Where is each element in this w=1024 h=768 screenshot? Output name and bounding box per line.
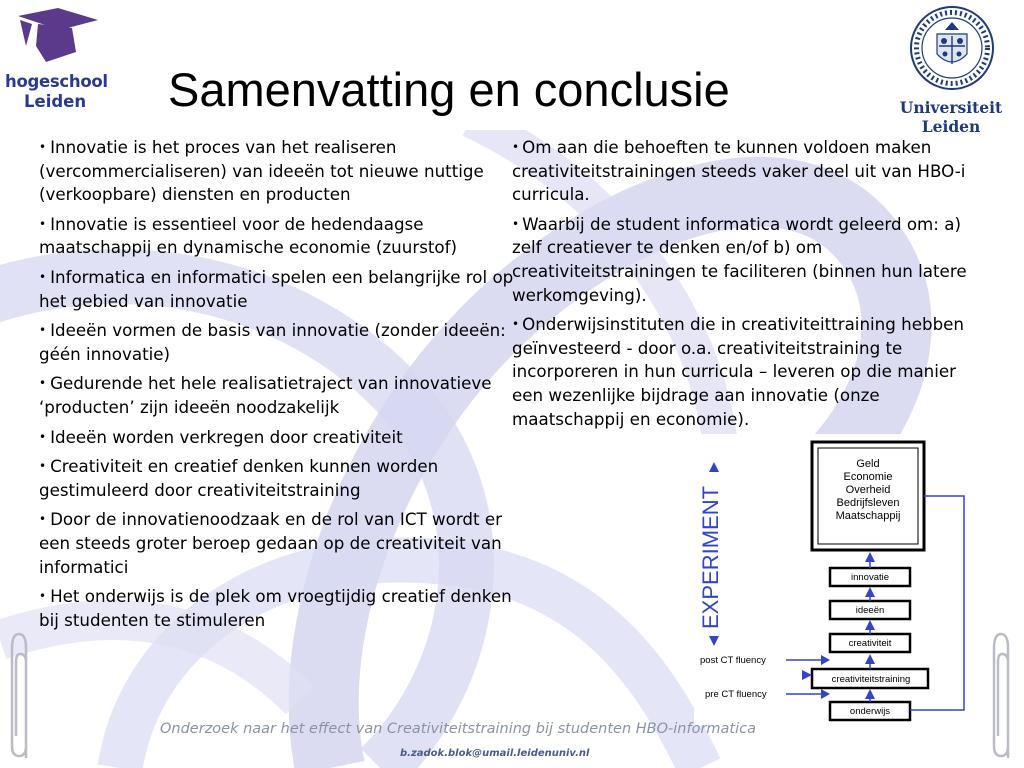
bullet-icon: • <box>39 512 47 527</box>
outcome-item: Geld <box>856 458 880 470</box>
list-item-text: Informatica en informatici spelen een belangrijke rol op het gebied van innovatie <box>39 266 514 311</box>
list-item <box>512 313 992 431</box>
list-item-text: Innovatie is het proces van het realiseren (vercommercialiseren) van ideeën tot nieuwe nuttige (verkoopbare) diensten en producten <box>39 137 484 205</box>
footer-title: Onderzoek naar het effect van Creativiteitstraining bij studenten HBO-informatica <box>160 721 757 737</box>
bullet-icon: • <box>39 216 47 231</box>
hogeschool-text: hogeschool <box>5 72 108 91</box>
arrow-right-icon <box>802 670 812 680</box>
list-item-text: Onderwijsinstituten die in creativiteittraining hebben geïnvesteerd - door o.a. creativiteitstraining te incorporeren in hun curricula – leveren op die manier een wezenlijke bijdrage aan innovatie (onze maatschappij en economie). <box>512 314 965 429</box>
arrow-up-icon <box>865 587 875 597</box>
arrow-right-icon <box>821 655 830 665</box>
hogeschool-leiden-logo <box>2 2 108 112</box>
arrow-down-icon <box>709 636 719 646</box>
list-item-text: Het onderwijs is de plek om vroegtijdig creatief denken bij studenten te stimuleren <box>39 586 512 630</box>
arrow-up-icon <box>865 620 875 630</box>
list-item-text: Creativiteit en creatief denken kunnen worden gestimuleerd door creativiteitstraining <box>39 456 439 500</box>
pre-ct-fluency-label: pre CT fluency <box>705 689 767 700</box>
list-item-text: Ideeën vormen de basis van innovatie (zonder ideeën: géén innovatie) <box>39 320 506 364</box>
outcome-item: Economie <box>843 471 893 483</box>
bullet-icon: • <box>39 459 47 474</box>
arrow-right-icon <box>821 689 830 699</box>
universiteit-leiden-logo <box>878 2 1024 136</box>
arrow-up-icon <box>865 689 875 699</box>
footer-email: b.zadok.blok@umail.leidenuniv.nl <box>400 748 590 759</box>
right-bullet-list <box>512 136 992 437</box>
bullet-icon: • <box>39 269 47 284</box>
box-label-creativiteit: creativiteit <box>848 638 892 649</box>
box-label-onderwijs: onderwijs <box>849 706 891 717</box>
left-bullet-list <box>39 136 514 638</box>
outcome-item: Bedrijfsleven <box>836 497 900 509</box>
list-item <box>39 213 514 260</box>
box-label-innovatie: innovatie <box>850 572 890 583</box>
post-ct-fluency-label: post CT fluency <box>700 655 766 666</box>
experiment-diagram <box>694 434 981 726</box>
bullet-icon: • <box>39 323 47 338</box>
outcome-item: Maatschappij <box>835 510 901 522</box>
bullet-icon: • <box>512 317 520 332</box>
slide-title: Samenvatting en conclusie <box>168 63 730 116</box>
graduation-cap-icon <box>6 6 100 72</box>
universiteit-leiden-text: Universiteit Leiden <box>899 98 1003 136</box>
list-item <box>39 585 514 632</box>
arrow-up-icon <box>865 654 875 664</box>
bullet-icon: • <box>512 216 520 231</box>
list-item <box>39 136 514 207</box>
bullet-icon: • <box>39 140 47 154</box>
list-item-text: Om aan die behoeften te kunnen voldoen maken creativiteitstrainingen steeds vaker deel uit van HBO-i curricula. <box>512 137 966 205</box>
box-label-ideeen: ideeën <box>855 605 885 616</box>
list-item <box>512 213 992 307</box>
list-item-text: Gedurende het hele realisatietraject van innovatieve ‘producten’ zijn ideeën noodzakelijk <box>39 373 492 417</box>
list-item <box>39 372 514 419</box>
list-item-text: Innovatie is essentieel voor de hedendaagse maatschappij en dynamische economie (zuurstof) <box>39 213 458 258</box>
experiment-label: EXPERIMENT <box>698 485 723 629</box>
list-item <box>39 426 514 450</box>
university-seal-icon <box>909 4 995 94</box>
bullet-icon: • <box>39 376 47 391</box>
list-item <box>39 319 514 366</box>
bullet-icon: • <box>39 429 47 444</box>
list-item <box>39 455 514 502</box>
box-label-creativiteitstraining: creativiteitstraining <box>831 674 911 685</box>
outcome-item: Overheid <box>845 484 891 496</box>
bullet-icon: • <box>512 140 520 154</box>
paperclip-icon <box>988 628 1018 762</box>
arrow-up-icon <box>709 462 719 472</box>
list-item <box>39 266 514 313</box>
arrow-up-icon <box>865 552 875 562</box>
list-item-text: Waarbij de student informatica wordt geleerd om: a) zelf creatiever te denken en/of b) om creativiteitstrainingen te faciliteren (binnen hun latere werkomgeving). <box>512 213 967 305</box>
bullet-icon: • <box>39 589 47 604</box>
list-item <box>512 136 992 207</box>
leiden-text: Leiden <box>24 92 87 111</box>
list-item-text: Door de innovatienoodzaak en de rol van ICT wordt er een steeds groter beroep gedaan op de creativiteit van informatici <box>39 509 502 577</box>
paperclip-icon <box>6 628 36 762</box>
outcome-list <box>818 458 918 523</box>
list-item-text: Ideeën worden verkregen door creativiteit <box>50 426 403 447</box>
list-item <box>39 508 514 579</box>
